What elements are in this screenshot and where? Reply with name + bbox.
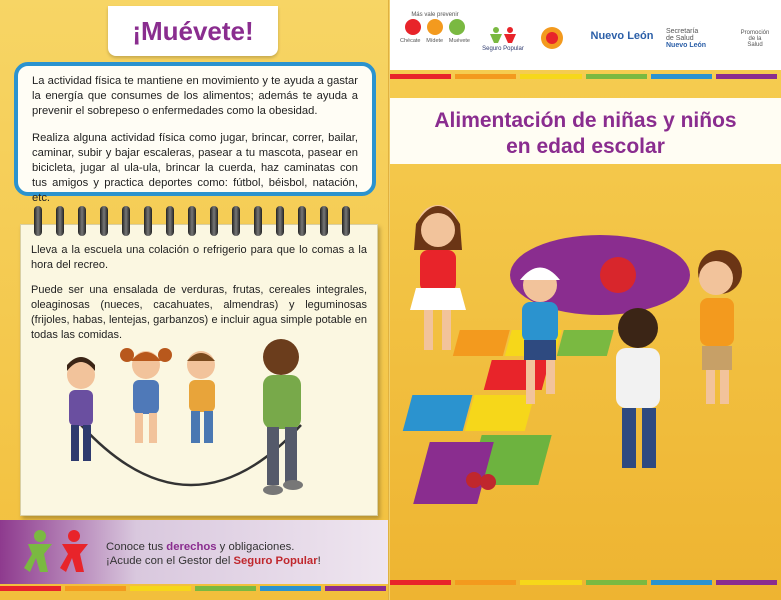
logo-secretaria-salud (666, 28, 726, 49)
activity-info-box (14, 62, 376, 204)
logos-header (390, 0, 781, 70)
right-bottom-stripes (390, 580, 781, 585)
right-title-line1: Alimentación de niñas y niños (434, 109, 737, 132)
page-title-muevete: ¡Muévete! (132, 16, 254, 46)
logo4-text: Nuevo León (590, 30, 654, 42)
logo2-text: Seguro Popular (482, 46, 524, 52)
bottom-text-post: y obligaciones. (216, 541, 295, 553)
right-title-box (390, 98, 781, 164)
notepad-paragraph-1: Lleva a la escuela una colación o refrigerio para que lo comas a la hora del recreo. (31, 244, 367, 271)
bottom-text-pre: Conoce tus (106, 541, 167, 553)
right-title (390, 98, 781, 160)
seguro-popular-figures-icon (22, 528, 94, 574)
logo1-muevete: Muévete (448, 38, 470, 44)
bottom-line2-pre: ¡Acude con el Gestor del (106, 555, 234, 567)
hopscotch-kids-illustration (390, 180, 781, 510)
bottom-banner (0, 520, 390, 584)
logo6-line3: Salud (747, 42, 763, 48)
bottom-message (106, 540, 321, 568)
logo6-line2: de la (748, 36, 762, 42)
logo5-line3: Nuevo León (666, 42, 707, 49)
title-banner (108, 6, 278, 56)
logo5-line1: Secretaría (666, 28, 699, 35)
logo1-chequate: Chécate (400, 38, 421, 44)
logo-mas-vale-prevenir (400, 12, 470, 44)
bottom-line2-seguro-popular: Seguro Popular (233, 555, 318, 567)
logo1-midete: Mídete (426, 38, 444, 44)
activity-paragraph-2: Realiza alguna actividad física como jugar, brincar, correr, bailar, caminar, subir y bajar escaleras, pasear a tu mascota, pasear en bicicleta, jugar al ula-ula, brincar la cuerda, haz caminatas con tus amigos y practica deportes como: fútbol, béisbol, natación, etc. (32, 132, 358, 204)
prevenir-circles-icon (402, 18, 468, 36)
seguro-popular-icon (488, 26, 518, 44)
kids-jump-rope-illustration (41, 335, 361, 515)
bottom-text-derechos: derechos (166, 541, 217, 553)
left-page (0, 0, 390, 600)
right-page (390, 0, 781, 600)
notepad (20, 224, 378, 516)
right-title-line2: en edad escolar (506, 135, 665, 158)
activity-paragraph-1: La actividad física te mantiene en movimiento y te ayuda a gastar la energía que consumes de los alimentos; además te ayuda a prevenir el sobrepeso o enfermedades como la obesidad. (32, 75, 358, 117)
logo-nuevo-leon (590, 30, 654, 42)
logo6-line1: Promoción (740, 30, 770, 36)
logo1-top-text: Más vale prevenir (411, 12, 459, 18)
nutrition-logo-icon (540, 26, 564, 50)
notepad-paragraph-2: Puede ser una ensalada de verduras, frutas, cereales integrales, oleaginosas (nueces, cacahuates, almendras) y leguminosas (frijoles, habas, lentejas, garbanzos) e incluir agua simple potable en todas las comidas. (31, 284, 367, 341)
logo-seguro-popular (478, 26, 528, 52)
left-color-stripes (0, 586, 390, 591)
logo5-line2: de Salud (666, 35, 694, 42)
notepad-spiral-rings (20, 206, 376, 240)
right-top-stripes (390, 74, 781, 79)
bottom-line2-post: ! (317, 555, 321, 567)
logo-promocion-salud (736, 30, 774, 48)
